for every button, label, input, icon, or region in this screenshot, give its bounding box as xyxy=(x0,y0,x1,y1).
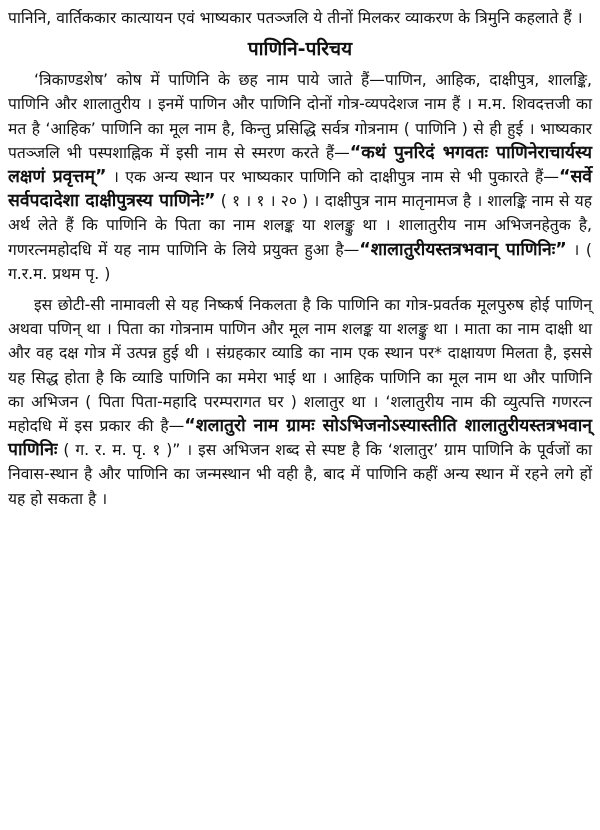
section-heading: पाणिनि-परिचय xyxy=(247,38,353,61)
p1-text-1: ‘त्रिकाण्डशेष’ कोष में पाणिनि के छह नाम पाये जाते हैं—पाणिन, आहिक, दाक्षीपुत्र, शालङ्कि, पाणिनि और शालातुरीय । इनमें पाणिन और पाणिनि दोनों गोत्र-व्यपदेशज नाम हैं । म.म. शिवदत्तजी का मत है ‘आहिक’ पाणिनि का मूल नाम है, किन्तु प्रसिद्धि सर्वत्र गोत्रनाम ( पाणिनि ) से ही हुई । भाष्यकार पतञ्जलि भी पस्पशाह्निक में इसी नाम से स्मरण करते हैं— xyxy=(8,71,592,162)
p1-quote-3: “शालातुरीयस्तत्रभवान् पाणिनिः” xyxy=(359,239,567,260)
intro-paragraph: पानिनि, वार्तिककार कात्यायन एवं भाष्यकार पतञ्जलि ये तीनों मिलकर व्याकरण के त्रिमुनि कहलाते हैं । xyxy=(8,9,583,27)
p2-text-1: इस छोटी-सी नामावली से यह निष्कर्ष निकलता है कि पाणिनि का गोत्र-प्रवर्तक मूलपुरुष होई पाणिन् अथवा पणिन् था । पिता का गोत्रनाम पाणिन और मूल नाम शलङ्क या शलङ्कु था । माता का नाम दाक्षी था और वह दक्ष गोत्र में उत्पन्न हुई थी । संग्रहकार व्याडि का नाम एक स्थान पर* दाक्षायण मिलता है, इससे यह सिद्ध होता है कि व्याडि पाणिनि का ममेरा भाई था । आहिक पाणिनि का मूल नाम था और पाणिनि का अभिजन ( पिता पिता-महादि परम्परागत घर ) शलातुर था । ‘शलातुरीय नाम की व्युत्पत्ति गणरत्न महोदधि में इस प्रकार की है— xyxy=(8,296,592,436)
p2-quote-1: “शलातुरो नाम ग्रामः सोऽभिजनोऽस्यास्तीति शालातुरीयस्तत्रभवान् पाणिनिः xyxy=(8,416,592,461)
p1-quote-1: “कथं पुनरिदं भगवतः पाणिनेराचार्यस्य लक्षणं प्रवृत्तम्” xyxy=(8,142,592,188)
paragraph-2 xyxy=(8,293,592,511)
p1-quote-2: “सर्वे सर्वपदादेशा दाक्षीपुत्रस्य पाणिनेः” xyxy=(8,167,592,212)
p2-text-2: ( ग. र. म. पृ. १ )” । इस अभिजन शब्द से स्पष्ट है कि ‘शलातुर’ ग्राम पाणिनि के पूर्वजों का निवास-स्थान है और पाणिनि का जन्मस्थान भी वही है, बाद में पाणिनि कहीं अन्य स्थान में रहने लगे हों यह हो सकता है । xyxy=(8,441,592,508)
paragraph-gap xyxy=(8,286,592,293)
p1-text-2: । एक अन्य स्थान पर भाष्यकार पाणिनि को दाक्षीपुत्र नाम से भी पुकारते हैं— xyxy=(113,168,559,187)
p1-text-4: । ( ग.र.म. प्रथम पृ. ) xyxy=(8,240,592,283)
p1-text-3: ( १ । १ । २० ) । दाक्षीपुत्र नाम मातृनामज है । शालङ्कि नाम से यह अर्थ लेते हैं कि पाणिनि के पिता का नाम शलङ्क या शलङ्कु था । शालातुरीय नाम अभिजनहेतुक है, गणरत्नमहोदधि में यह नाम पाणिनि के लिये प्रयुक्त हुआ है— xyxy=(8,192,592,259)
paragraph-1 xyxy=(8,68,592,286)
